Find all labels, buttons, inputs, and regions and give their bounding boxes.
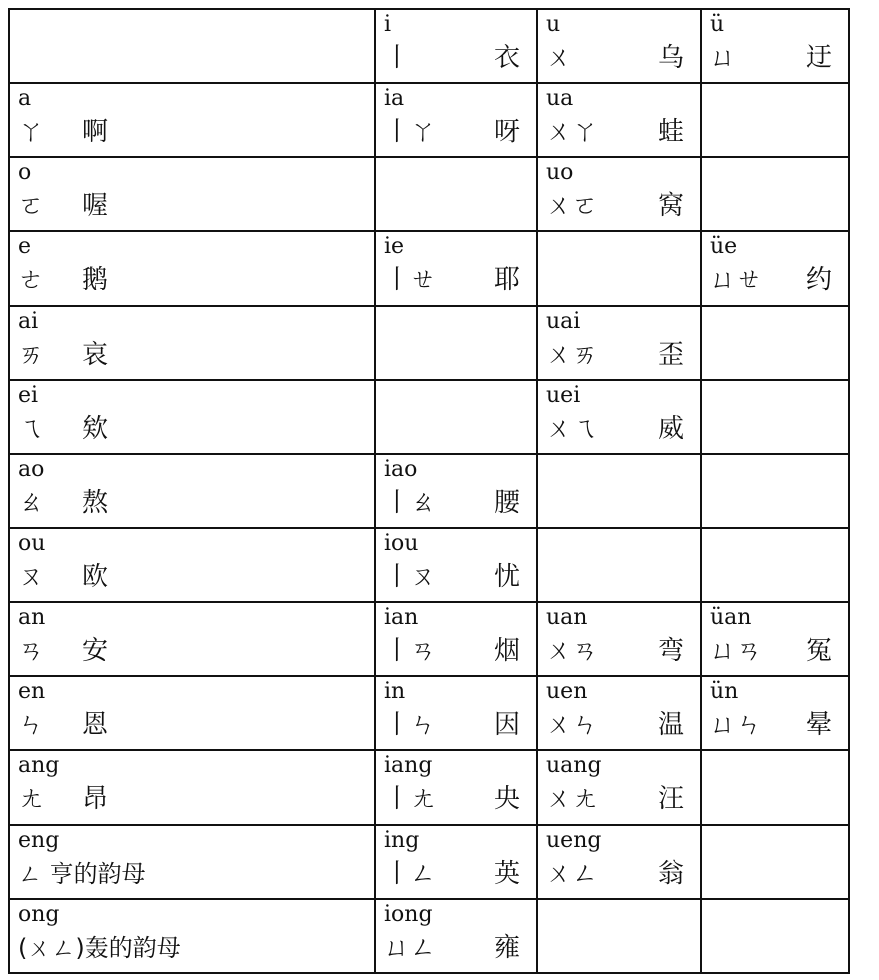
final-cell <box>9 83 375 157</box>
zhuyin-symbol: ㄨㄤ <box>546 784 599 815</box>
pinyin-label: en <box>18 679 46 705</box>
pinyin-label: ian <box>384 605 419 631</box>
zhuyin-and-example <box>384 116 528 148</box>
example-character: 鹅 <box>82 265 109 296</box>
zhuyin-symbol: ㄠ <box>18 487 45 518</box>
empty-cell <box>701 454 849 528</box>
example-character: 弯 <box>657 636 684 667</box>
pinyin-label: ü <box>710 12 725 37</box>
pinyin-label: ing <box>384 827 420 853</box>
empty-cell <box>537 454 701 528</box>
example-character: 耶 <box>493 265 520 296</box>
zhuyin-symbol: ㄜ <box>18 265 45 296</box>
zhuyin-symbol: 丨 <box>384 43 411 73</box>
table-row <box>9 380 849 454</box>
pinyin-label: eng <box>18 827 60 853</box>
zhuyin-and-example <box>18 635 366 667</box>
zhuyin-and-example <box>18 190 366 222</box>
final-cell <box>375 750 537 824</box>
zhuyin-and-example <box>384 561 528 593</box>
final-cell <box>9 157 375 231</box>
zhuyin-symbol: ㄨㄟ <box>546 413 599 444</box>
zhuyin-symbol: ㄞ <box>18 339 45 370</box>
empty-cell <box>375 157 537 231</box>
zhuyin-and-example <box>710 709 840 741</box>
zhuyin-and-example <box>18 783 366 815</box>
pinyin-label: ang <box>18 753 60 779</box>
zhuyin-symbol: 丨ㄚ <box>384 117 437 148</box>
example-character: 汪 <box>657 784 684 815</box>
final-cell <box>537 825 701 899</box>
pinyin-label: üe <box>710 234 738 260</box>
zhuyin-symbol: ㄨ <box>546 43 573 73</box>
zhuyin-symbol: ㄩㄥ <box>384 932 437 963</box>
zhuyin-and-example <box>18 116 366 148</box>
zhuyin-description: ㄥ 亨的韵母 <box>18 859 146 888</box>
table-body <box>9 9 849 973</box>
zhuyin-and-example <box>18 339 366 371</box>
empty-cell <box>375 306 537 380</box>
example-character: 因 <box>493 710 520 741</box>
zhuyin-and-example <box>546 42 692 74</box>
zhuyin-symbol: 丨ㄥ <box>384 858 437 889</box>
final-cell <box>537 306 701 380</box>
example-character: 呀 <box>493 117 520 148</box>
zhuyin-and-example <box>384 487 528 519</box>
example-character: 乌 <box>657 43 684 73</box>
final-cell <box>701 602 849 676</box>
pinyin-label: iong <box>384 901 433 927</box>
pinyin-label: i <box>384 12 392 37</box>
zhuyin-symbol: ㄛ <box>18 191 45 222</box>
example-character: 迂 <box>805 43 832 73</box>
zhuyin-symbol: ㄚ <box>18 117 45 148</box>
example-character: 英 <box>493 858 520 889</box>
table-row <box>9 602 849 676</box>
empty-cell <box>701 157 849 231</box>
example-character: 烟 <box>493 636 520 667</box>
pinyin-label: uen <box>546 679 588 705</box>
example-character: 安 <box>82 636 109 667</box>
zhuyin-and-example <box>18 487 366 519</box>
empty-cell <box>537 528 701 602</box>
zhuyin-symbol: ㄣ <box>18 710 45 741</box>
zhuyin-description: (ㄨㄥ)轰的韵母 <box>18 933 181 962</box>
table-row <box>9 231 849 305</box>
zhuyin-and-example <box>384 264 528 296</box>
final-cell <box>537 602 701 676</box>
zhuyin-symbol: 丨ㄡ <box>384 561 437 592</box>
final-cell <box>537 157 701 231</box>
final-cell <box>375 83 537 157</box>
empty-cell <box>9 9 375 83</box>
zhuyin-and-example <box>18 264 366 296</box>
example-character: 央 <box>493 784 520 815</box>
pinyin-label: uei <box>546 382 581 408</box>
final-cell <box>9 899 375 973</box>
final-cell <box>375 9 537 83</box>
zhuyin-symbol: 丨ㄤ <box>384 784 437 815</box>
pinyin-label: ie <box>384 234 405 260</box>
table-row <box>9 825 849 899</box>
example-character: 威 <box>657 413 684 444</box>
example-character: 欧 <box>82 561 109 592</box>
final-cell <box>537 83 701 157</box>
pinyin-label: ei <box>18 382 39 408</box>
pinyin-label: ong <box>18 901 60 927</box>
example-character: 喔 <box>82 191 109 222</box>
zhuyin-and-example <box>384 858 528 890</box>
pinyin-label: a <box>18 86 32 112</box>
final-cell <box>9 750 375 824</box>
final-cell <box>9 454 375 528</box>
example-character: 温 <box>657 710 684 741</box>
final-cell <box>9 306 375 380</box>
pinyin-label: u <box>546 12 561 37</box>
example-character: 恩 <box>82 710 109 741</box>
pinyin-label: iang <box>384 753 433 779</box>
final-cell <box>9 676 375 750</box>
final-cell <box>537 676 701 750</box>
pinyin-label: iou <box>384 530 419 556</box>
empty-cell <box>701 83 849 157</box>
table-row <box>9 454 849 528</box>
table-row <box>9 528 849 602</box>
zhuyin-symbol: 丨ㄠ <box>384 487 437 518</box>
zhuyin-and-example <box>546 116 692 148</box>
table-row <box>9 9 849 83</box>
example-character: 冤 <box>805 636 832 667</box>
pinyin-finals-table <box>8 8 850 974</box>
example-character: 昂 <box>82 784 109 815</box>
final-cell <box>701 9 849 83</box>
zhuyin-and-example <box>18 858 366 890</box>
zhuyin-and-example <box>710 42 840 74</box>
zhuyin-symbol: 丨ㄝ <box>384 265 437 296</box>
empty-cell <box>701 528 849 602</box>
table-row <box>9 306 849 380</box>
pinyin-label: ua <box>546 86 574 112</box>
zhuyin-and-example <box>384 932 528 964</box>
empty-cell <box>701 825 849 899</box>
pinyin-label: uang <box>546 753 602 779</box>
table-row <box>9 750 849 824</box>
pinyin-label: ou <box>18 530 46 556</box>
example-character: 啊 <box>82 117 109 148</box>
table-row <box>9 157 849 231</box>
final-cell <box>537 380 701 454</box>
pinyin-label: uo <box>546 160 574 186</box>
final-cell <box>375 602 537 676</box>
table-row <box>9 899 849 973</box>
empty-cell <box>701 899 849 973</box>
zhuyin-and-example <box>18 413 366 445</box>
example-character: 熬 <box>82 487 109 518</box>
zhuyin-symbol: ㄨㄣ <box>546 710 599 741</box>
zhuyin-and-example <box>546 858 692 890</box>
zhuyin-symbol: ㄩㄢ <box>710 636 763 667</box>
zhuyin-and-example <box>546 783 692 815</box>
example-character: 约 <box>805 265 832 296</box>
zhuyin-symbol: ㄨㄛ <box>546 191 599 222</box>
zhuyin-and-example <box>546 413 692 445</box>
example-character: 腰 <box>493 487 520 518</box>
zhuyin-symbol: ㄩㄣ <box>710 710 763 741</box>
final-cell <box>537 750 701 824</box>
pinyin-label: ia <box>384 86 405 112</box>
zhuyin-symbol: ㄩ <box>710 43 737 73</box>
pinyin-label: o <box>18 160 32 186</box>
pinyin-label: ai <box>18 308 39 334</box>
example-character: 忧 <box>493 561 520 592</box>
example-character: 歪 <box>657 339 684 370</box>
pinyin-label: üan <box>710 605 752 631</box>
zhuyin-and-example <box>710 264 840 296</box>
empty-cell <box>537 899 701 973</box>
final-cell <box>9 380 375 454</box>
zhuyin-symbol: ㄟ <box>18 413 45 444</box>
zhuyin-and-example <box>18 561 366 593</box>
example-character: 翁 <box>657 858 684 889</box>
zhuyin-and-example <box>546 709 692 741</box>
zhuyin-and-example <box>710 635 840 667</box>
final-cell <box>375 231 537 305</box>
pinyin-label: uan <box>546 605 588 631</box>
zhuyin-symbol: ㄢ <box>18 636 45 667</box>
pinyin-label: uai <box>546 308 581 334</box>
final-cell <box>537 9 701 83</box>
zhuyin-and-example <box>384 635 528 667</box>
pinyin-label: iao <box>384 456 418 482</box>
zhuyin-symbol: 丨ㄢ <box>384 636 437 667</box>
example-character: 窝 <box>657 191 684 222</box>
zhuyin-and-example <box>546 190 692 222</box>
empty-cell <box>701 306 849 380</box>
table-row <box>9 83 849 157</box>
final-cell <box>9 528 375 602</box>
zhuyin-and-example <box>384 709 528 741</box>
pinyin-label: ao <box>18 456 45 482</box>
zhuyin-symbol: ㄨㄢ <box>546 636 599 667</box>
zhuyin-symbol: ㄩㄝ <box>710 265 763 296</box>
final-cell <box>701 231 849 305</box>
example-character: 晕 <box>805 710 832 741</box>
zhuyin-and-example <box>18 932 366 964</box>
pinyin-label: ün <box>710 679 739 705</box>
final-cell <box>375 825 537 899</box>
example-character: 雍 <box>493 932 520 963</box>
zhuyin-and-example <box>384 783 528 815</box>
zhuyin-symbol: ㄤ <box>18 784 45 815</box>
zhuyin-symbol: ㄡ <box>18 561 45 592</box>
final-cell <box>375 528 537 602</box>
zhuyin-symbol: ㄨㄚ <box>546 117 599 148</box>
final-cell <box>9 231 375 305</box>
pinyin-label: an <box>18 605 46 631</box>
example-character: 欸 <box>82 413 109 444</box>
zhuyin-and-example <box>18 709 366 741</box>
final-cell <box>375 454 537 528</box>
table-row <box>9 676 849 750</box>
pinyin-label: in <box>384 679 406 705</box>
zhuyin-and-example <box>384 42 528 74</box>
final-cell <box>375 676 537 750</box>
empty-cell <box>375 380 537 454</box>
empty-cell <box>701 380 849 454</box>
zhuyin-and-example <box>546 635 692 667</box>
final-cell <box>9 825 375 899</box>
pinyin-label: ueng <box>546 827 602 853</box>
final-cell <box>701 676 849 750</box>
empty-cell <box>701 750 849 824</box>
zhuyin-symbol: ㄨㄞ <box>546 339 599 370</box>
final-cell <box>375 899 537 973</box>
empty-cell <box>537 231 701 305</box>
zhuyin-symbol: ㄨㄥ <box>546 858 599 889</box>
final-cell <box>9 602 375 676</box>
example-character: 衣 <box>493 43 520 73</box>
example-character: 哀 <box>82 339 109 370</box>
pinyin-label: e <box>18 234 32 260</box>
example-character: 蛙 <box>657 117 684 148</box>
zhuyin-and-example <box>546 339 692 371</box>
zhuyin-symbol: 丨ㄣ <box>384 710 437 741</box>
